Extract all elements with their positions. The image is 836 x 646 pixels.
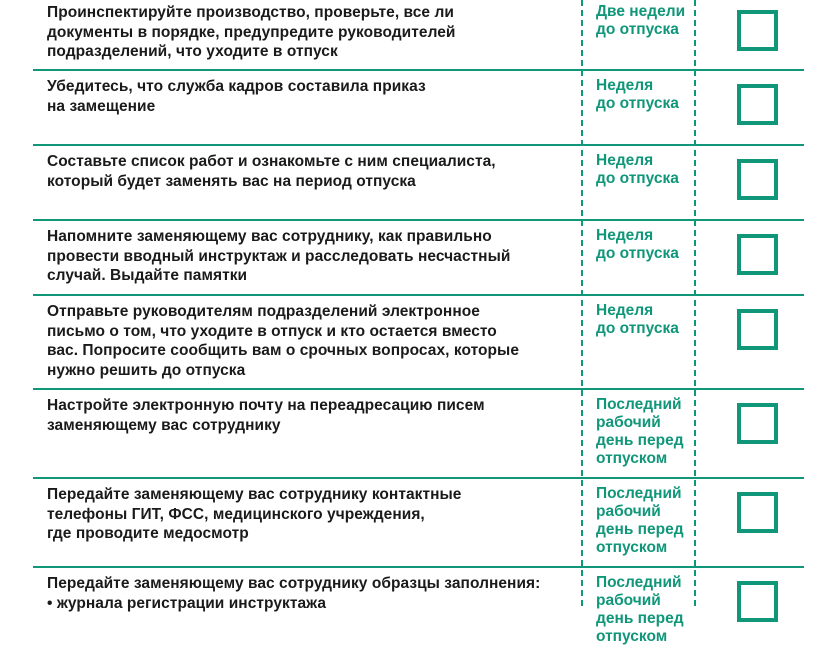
task-checkbox[interactable] (737, 84, 778, 125)
deadline-text: Неделя до отпуска (596, 77, 679, 112)
deadline-text: Неделя до отпуска (596, 227, 679, 262)
deadline-text: Последний рабочий день перед отпуском (596, 485, 684, 556)
task-checkbox[interactable] (737, 159, 778, 200)
checklist-row (33, 146, 804, 219)
task-text: Составьте список работ и ознакомьте с ним специалиста, который будет заменять вас на период отпуска (47, 153, 496, 190)
checklist-row (33, 568, 804, 645)
task-checkbox[interactable] (737, 403, 778, 444)
task-text: Отправьте руководителям подразделений электронное письмо о том, что уходите в отпуск и кто остается вместо вас. Попросите сообщить вам о срочных вопросах, которые нужно решить до отпуска (47, 303, 520, 379)
task-text: Передайте заменяющему вас сотруднику контактные телефоны ГИТ, ФСС, медицинского учреждения, где проводите медосмотр (47, 486, 462, 542)
task-checkbox[interactable] (737, 309, 778, 350)
task-checkbox[interactable] (737, 234, 778, 275)
task-checkbox[interactable] (737, 581, 778, 622)
checklist-row (33, 71, 804, 144)
deadline-text: Две недели до отпуска (596, 3, 686, 38)
checklist-row (33, 296, 804, 388)
task-text: Настройте электронную почту на переадресацию писем заменяющему вас сотруднику (47, 397, 485, 434)
checklist-row (33, 390, 804, 477)
task-text: Передайте заменяющему вас сотруднику образцы заполнения: • журнала регистрации инструктажа (47, 575, 541, 612)
task-text: Проинспектируйте производство, проверьте, все ли документы в порядке, предупредите руководителей подразделений, что уходите в отпуск (47, 4, 456, 60)
task-text: Напомните заменяющему вас сотруднику, как правильно провести вводный инструктаж и расследовать несчастный случай. Выдайте памятки (47, 228, 511, 284)
deadline-text: Последний рабочий день перед отпуском (596, 396, 684, 467)
task-text: Убедитесь, что служба кадров составила приказ на замещение (47, 78, 426, 115)
deadline-text: Неделя до отпуска (596, 152, 679, 187)
checklist-row (33, 221, 804, 294)
task-checkbox[interactable] (737, 10, 778, 51)
checklist-row (33, 0, 804, 69)
deadline-text: Последний рабочий день перед отпуском (596, 574, 684, 645)
task-checkbox[interactable] (737, 492, 778, 533)
deadline-text: Неделя до отпуска (596, 302, 679, 337)
checklist-row (33, 479, 804, 566)
